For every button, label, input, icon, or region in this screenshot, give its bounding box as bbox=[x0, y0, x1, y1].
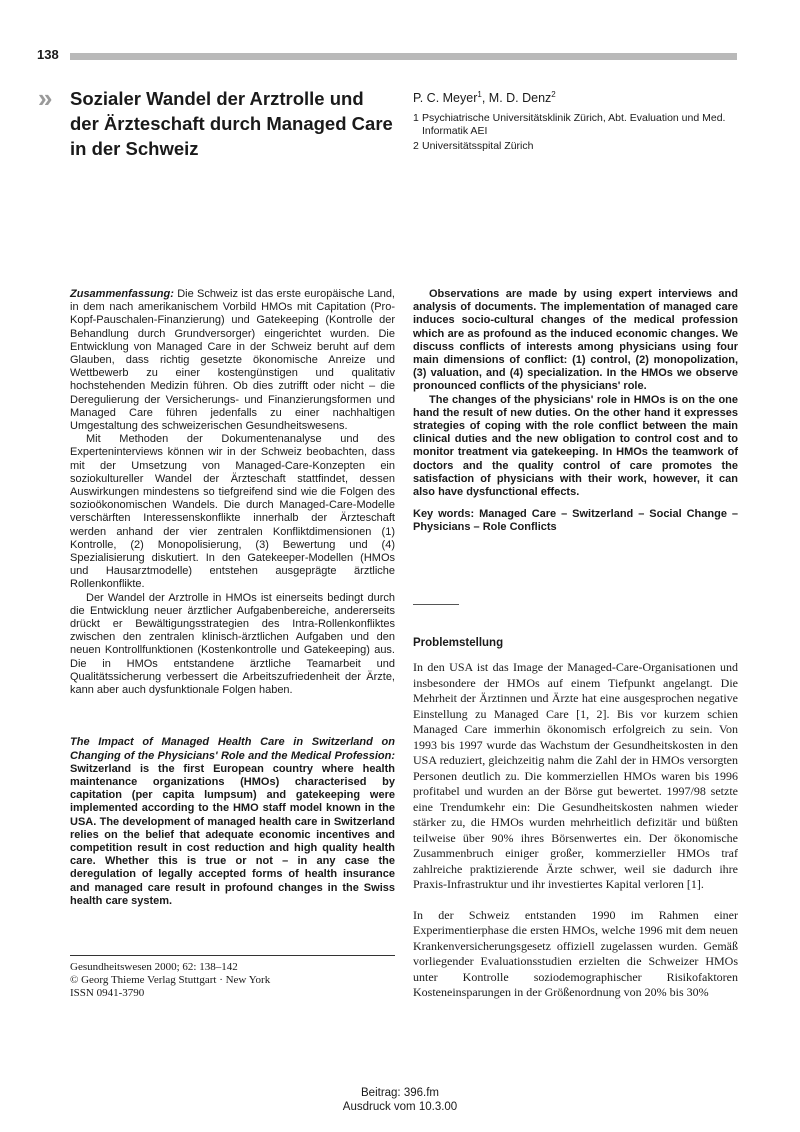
section-paragraph-2: In der Schweiz entstanden 1990 im Rahmen einer Experimentierphase die ersten HMOs, welche 1996 mit dem neuen Krankenversicherungsgesetz offiziell zugelassen wurden. Gemäß vorliegender Evaluationsstudien erzielten die Schweizer HMOs unter Kontrolle soziodemographischer Risikofaktoren Kosteneinsparungen in der Größenordnung von 20% bis 30% bbox=[413, 907, 738, 999]
affiliation-number: 2 bbox=[413, 140, 419, 152]
abstract-english-p3: The changes of the physicians' role in HMOs is on the one hand the result of new duties. On the other hand it expresses strategies of coping with the role conflict between the main clinical duties and the new obligation to control cost and to monitor treatment via gatekeeping. In HMOs the teamwork of doctors and the quality control of care promotes the satisfaction of physicians with their work, however, it can also have dysfunctional effects. bbox=[413, 393, 738, 499]
page-number: 138 bbox=[37, 47, 59, 62]
section-body bbox=[413, 660, 738, 1001]
print-note bbox=[0, 1086, 800, 1114]
footer-rule bbox=[70, 955, 395, 956]
abstract-german-text: Die Schweiz ist das erste europäische Land, in dem nach amerikanischem Vorbild HMOs mit Capitation (Pro-Kopf-Pauschalen-Finanzierung) und Gatekeeping (Kontrolle der Behandlung durch Grundversorger) eingerichtet wurden. Die Entwicklung von Managed Care in der Schweiz beruht auf dem Glauben, dass richtig gesetzte ökonomische Anreize und Wettbewerb zu einer kostengünstigen und qualitativ hochstehenden Medizin führen. Ob dies zutrifft oder nicht – die Deregulierung der Versicherungs- und Finanzierungsformen und Managed Care führen jedenfalls zu einer nachhaltigen Umgestaltung des schweizerischen Gesundheitswesens. bbox=[70, 288, 395, 433]
publication-info bbox=[70, 961, 270, 1001]
affiliation-text: Psychiatrische Universitätsklinik Zürich, Abt. Evaluation und Med. Informatik AEI bbox=[422, 112, 726, 137]
affiliation-number: 1 bbox=[413, 112, 419, 124]
print-note-line-1: Beitrag: 396.fm bbox=[361, 1087, 439, 1099]
author-2-affiliation-ref: 2 bbox=[551, 90, 556, 99]
author-1: P. C. Meyer bbox=[413, 91, 478, 106]
affiliation-text: Universitätsspital Zürich bbox=[422, 140, 534, 152]
abstract-english-text: Switzerland is the first European country where health maintenance organizations (HMOs) characterised by capitation (per capita lumpsum) and gatekeeping were implemented according to the HMO staff model known in the USA. The development of managed health care in Switzerland relies on the belief that adequate economic incentives and competition result in cost reduction and high quality health care. Whether this is true or not – in any case the deregulation of legally accepted forms of health insurance and managed care result in profound changes in the Swiss health care system. bbox=[70, 762, 395, 907]
issn: ISSN 0941-3790 bbox=[70, 987, 145, 1000]
title-marker: » bbox=[38, 83, 49, 113]
section-heading: Problemstellung bbox=[413, 637, 504, 649]
abstract-english-p2: Observations are made by using expert interviews and analysis of documents. The implementation of managed care induces socio-cultural changes of the medical profession which are as profound as the induced economic changes. We discuss conflicts of interests among physicians using four main dimensions of conflict: (1) control, (2) monopolization, (3) valuation, and (4) specialization. In the HMOs we observe pronounced conflicts of the physicians' role. bbox=[413, 288, 738, 393]
abstract-german-p2: Mit Methoden der Dokumentenanalyse und des Experteninterviews können wir in der Schweiz beobachten, dass mit der Umsetzung von Managed-Care-Konzepten ein soziokultureller Wandel der Ärzteschaft stattfindet, dessen Auswirkungen mindestens so tiefgreifend sind wie die Folgen des sozioökonomischen Wandels. Die durch Managed-Care-Modelle verschärften Interessenskonflikte innerhalb der Ärzteschaft werden anhand der vier zentralen Konfliktdimensionen (1) Kontrolle, (2) Monopolisierung, (3) Bewertung und (4) Spezialisierung diskutiert. In den Gatekeeper-Modellen (HMOs und Hausarztmodelle) entstehen ausgeprägte ärztliche Rollenkonflikte. bbox=[70, 433, 395, 591]
print-note-line-2: Ausdruck vom 10.3.00 bbox=[342, 1101, 458, 1113]
affiliation-2 bbox=[413, 140, 743, 153]
article-title: Sozialer Wandel der Arztrolle und der Ärzteschaft durch Managed Care in der Schweiz bbox=[70, 88, 393, 159]
section-divider bbox=[413, 604, 459, 605]
abstract-english-p1 bbox=[70, 736, 395, 908]
author-separator: , bbox=[481, 91, 489, 106]
publisher: © Georg Thieme Verlag Stuttgart · New York bbox=[70, 974, 271, 987]
abstract-english-label: The Impact of Managed Health Care in Switzerland on Changing of the Physicians' Role and the Medical Profession: bbox=[70, 736, 395, 762]
header-rule bbox=[70, 53, 737, 60]
keywords bbox=[413, 508, 738, 534]
author-1-affiliation-ref: 1 bbox=[477, 90, 482, 99]
abstract-german-p3: Der Wandel der Arztrolle in HMOs ist einerseits bedingt durch die Entwicklung neuer ärztlicher Aufgabenbereiche, andererseits drückt er Bewältigungsstrategien des Intra-Rollenkonfliktes zwischen den zentralen klinisch-ärztlichen Aufgaben und den neuen Kontrollfunktionen (Kostenkontrolle und Gatekeeping) aus. Die in HMOs entstandene ärztliche Teamarbeit und Qualitätssicherung verbessert die Arbeitszufriedenheit der Ärzte, kann aber auch dysfunktionale Folgen haben. bbox=[70, 591, 395, 697]
journal-citation: Gesundheitswesen 2000; 62: 138–142 bbox=[70, 961, 238, 973]
right-column bbox=[413, 288, 738, 535]
abstract-german-p1 bbox=[70, 288, 395, 433]
affiliation-1 bbox=[413, 112, 743, 138]
left-column bbox=[70, 288, 395, 908]
authors bbox=[413, 90, 556, 105]
abstract-german-label: Zusammenfassung: bbox=[70, 288, 174, 300]
keywords-label: Key words: bbox=[413, 508, 475, 521]
author-2: M. D. Denz bbox=[488, 91, 552, 106]
section-paragraph-1: In den USA ist das Image der Managed-Care-Organisationen und insbesondere der HMOs auf einem Tiefpunkt angelangt. Die Mehrheit der Ärztinnen und Ärzte hat eine ausgesprochen negative Einstellung zu Managed Care [1, 2]. Bis vor kurzem schien Managed Care immerhin ökonomisch erfolgreich zu sein. Von 1993 bis 1997 wurde das Wachstum der Gesundheitskosten in den USA reduziert, gleichzeitig nahm die Zahl der in HMOs versorgten Personen deutlich zu. Die kommerziellen HMOs waren bis 1996 profitabel und wurden an der Börse gut bewertet. 1997/98 setzte eine Trendumkehr ein: Die Gesundheitskosten nahmen wieder stärker zu, die HMOs wurden mehrheitlich defizitär und büßten teilweise über 90% ihres Börsenwertes ein. Der ökonomische Zusammenbruch einiger großer, kommerzieller HMOs traf zahlreiche praktizierende Ärzte schwer, weil sie dadurch ihre Praxis-Infrastruktur und ihr investiertes Kapital verloren [1]. bbox=[413, 660, 738, 891]
keywords-text: Managed Care – Switzerland – Social Change – Physicians – Role Conflicts bbox=[413, 508, 738, 534]
